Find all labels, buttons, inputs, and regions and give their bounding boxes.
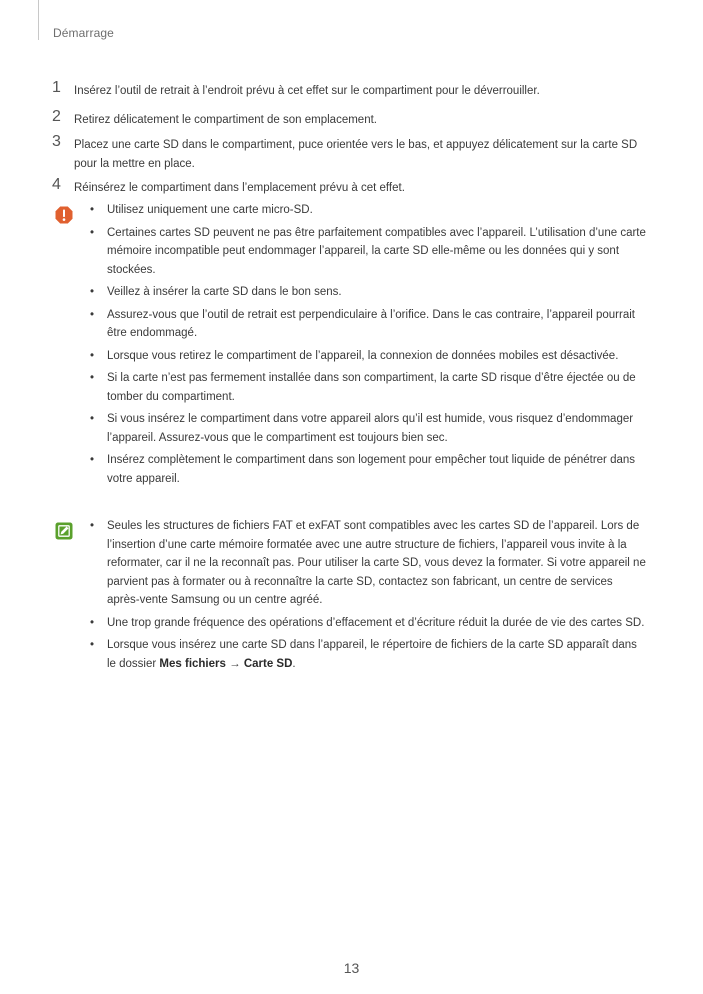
list-item: • Insérez complètement le compartiment dans son logement pour empêcher tout liquide de pénétrer dans votre appareil.: [90, 454, 636, 485]
list-item: • Si la carte n’est pas fermement installée dans son compartiment, la carte SD risque d’être éjectée ou de tomber du compartiment.: [90, 372, 636, 403]
page-number: 13: [343, 960, 360, 976]
note-icon: [54, 521, 74, 541]
step-number: 4: [52, 176, 61, 193]
page-section-title: Démarrage: [53, 26, 114, 40]
list-item: • Si vous insérez le compartiment dans votre appareil alors qu’il est humide, vous risquez d’endommager l’appareil. Assurez-vous que le compartiment est toujours bien sec.: [90, 413, 634, 444]
note-list: [90, 517, 646, 677]
step-number: 2: [52, 108, 61, 125]
step-number: 3: [52, 133, 61, 150]
step-text: Retirez délicatement le compartiment de son emplacement.: [74, 114, 377, 126]
menu-path-sd-card: Carte SD: [243, 657, 293, 670]
caution-icon: [54, 205, 74, 225]
list-item: • Lorsque vous retirez le compartiment de l’appareil, la connexion de données mobiles est désactivée.: [90, 349, 619, 362]
caution-list: [90, 201, 646, 492]
arrow-icon: →: [229, 657, 241, 670]
list-item: • Une trop grande fréquence des opérations d’effacement et d’écriture réduit la durée de vie des cartes SD.: [90, 616, 645, 629]
list-item: • Assurez-vous que l’outil de retrait est perpendiculaire à l’orifice. Dans le cas contraire, l’appareil pourrait être endommagé.: [90, 308, 635, 339]
step-text: Insérez l’outil de retrait à l’endroit prévu à cet effet sur le compartiment pour le déverrouiller.: [74, 85, 540, 97]
menu-path-my-files: Mes fichiers: [159, 657, 226, 670]
step-text: Réinsérez le compartiment dans l’emplacement prévu à cet effet.: [74, 182, 405, 194]
header-divider: [38, 0, 39, 40]
step-text: Placez une carte SD dans le compartiment, puce orientée vers le bas, et appuyez délicatement sur la carte SD pour la mettre en place.: [74, 139, 638, 170]
list-item: • Lorsque vous insérez une carte SD dans l’appareil, le répertoire de fichiers de la carte SD apparaît dans le dossier Mes fichiers → Carte SD.: [90, 639, 637, 670]
list-item: • Veillez à insérer la carte SD dans le bon sens.: [90, 286, 342, 298]
list-item: • Utilisez uniquement une carte micro-SD.: [90, 204, 313, 216]
list-item: • Certaines cartes SD peuvent ne pas être parfaitement compatibles avec l’appareil. L’utilisation d’une carte mémoire incompatible peut endommager l’appareil, la carte SD elle-même ou les données qui y sont stockées.: [90, 226, 646, 276]
list-item: • Seules les structures de fichiers FAT et exFAT sont compatibles avec les cartes SD de l’appareil. Lors de l’insertion d’une carte mémoire formatée avec une autre structure de fichiers, l’appareil vous invite à la reformater, car il ne la reconnaît pas. Pour utiliser la carte SD, vous devez la formater. Si votre appareil ne parvient pas à formater ou à reconnaître la carte SD, contactez son fabricant, un centre de services après-vente Samsung ou un centre agréé.: [90, 520, 646, 606]
step-number: 1: [52, 79, 61, 96]
